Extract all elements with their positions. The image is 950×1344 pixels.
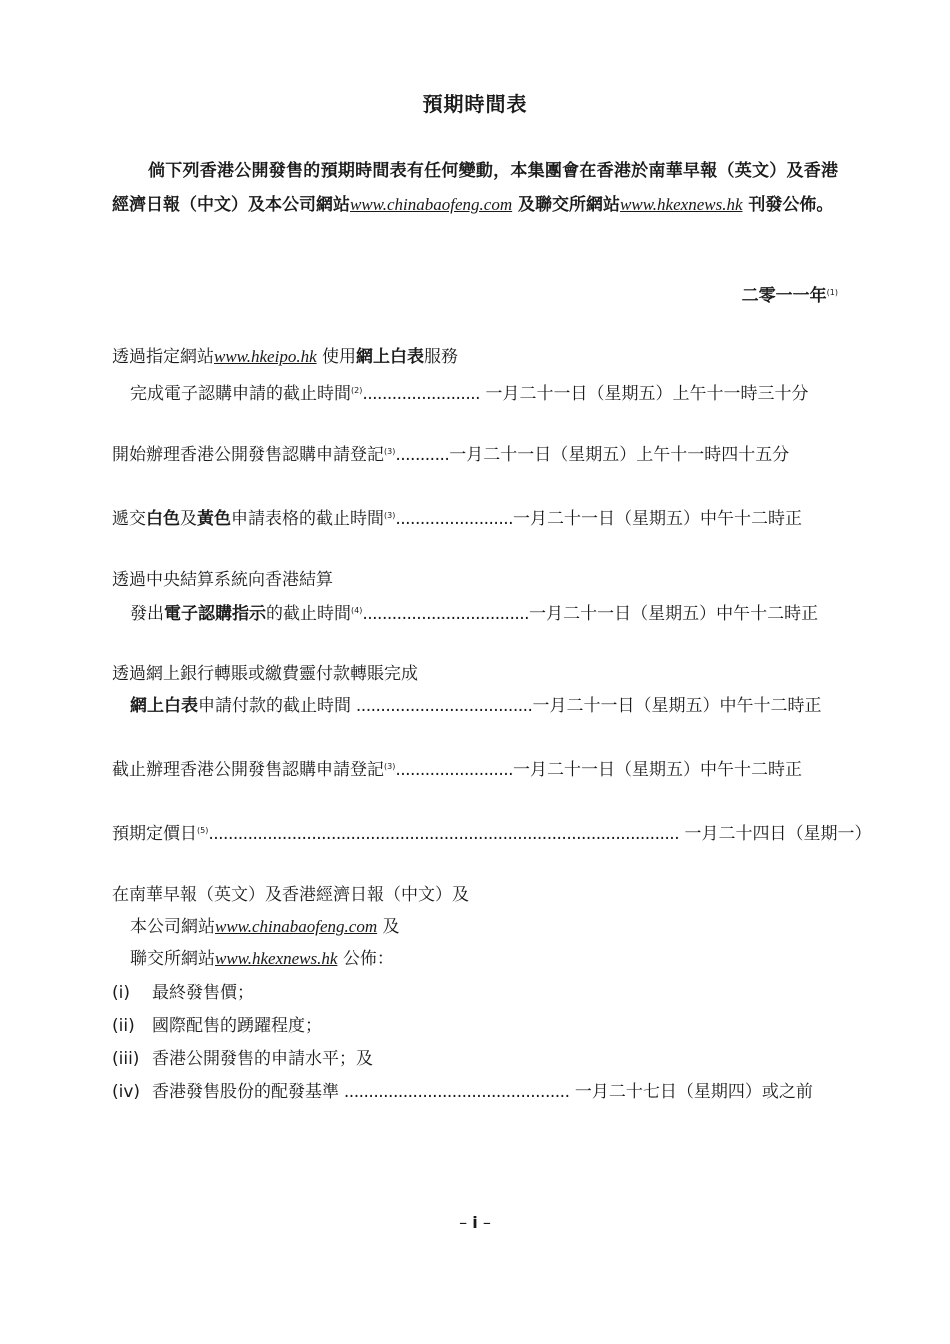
announce-hkex-link[interactable]: www.hkexnews.hk bbox=[215, 949, 338, 968]
ccass-time: 一月二十一日（星期五）中午十二時正 bbox=[529, 604, 819, 624]
announce-line-3: 聯交所網站www.hkexnews.hk 公佈： bbox=[130, 949, 394, 969]
close-lists-line: 截止辦理香港公開發售認購申請登記$^{(3)}$........................一月二十一日（星期五）中午十二時正 bbox=[112, 760, 803, 780]
open-lists-line: 開始辦理香港公開發售認購申請登記$^{(3)}$...........一月二十一日（星期五）上午十一時四十五分 bbox=[112, 445, 790, 465]
list-item: (iv) 香港發售股份的配發基準 .............................................. 一月二十七日（星期四）或之前 bbox=[112, 1082, 813, 1102]
announce-line-2: 本公司網站www.chinabaofeng.com 及 bbox=[130, 917, 400, 937]
ccass-line-1: 透過中央結算系統向香港結算 bbox=[112, 570, 333, 590]
ewhite-line-1: 透過指定網站www.hkeipo.hk 使用網上白表服務 bbox=[112, 347, 459, 367]
ccass-line-2: 發出電子認購指示的截止時間$^{(4)}$..................................一月二十一日（星期五）中午十二時正 bbox=[130, 604, 819, 624]
close-lists-time: 一月二十一日（星期五）中午十二時正 bbox=[513, 760, 803, 780]
list-item: (ii) 國際配售的踴躍程度； bbox=[112, 1016, 322, 1036]
price-date-time: 一月二十四日（星期一） bbox=[684, 824, 872, 844]
open-lists-time: 一月二十一日（星期五）上午十一時四十五分 bbox=[449, 445, 790, 465]
announce-line-1: 在南華早報（英文）及香港經濟日報（中文）及 bbox=[112, 885, 469, 905]
list-item: (i) 最終發售價； bbox=[112, 983, 254, 1003]
payment-line-1: 透過網上銀行轉賬或繳費靈付款轉賬完成 bbox=[112, 664, 418, 684]
intro-text-3: 刊發公佈。 bbox=[748, 195, 834, 215]
hkex-website-link[interactable]: www.hkexnews.hk bbox=[620, 195, 743, 214]
company-website-link[interactable]: www.chinabaofeng.com bbox=[350, 195, 513, 214]
page-title: 預期時間表 bbox=[422, 92, 528, 116]
payment-line-2: 網上白表申請付款的截止時間 ....................................一月二十一日（星期五）中午十二時正 bbox=[130, 696, 822, 716]
year-footnote-ref: (1) bbox=[826, 288, 838, 297]
allotment-time: 一月二十七日（星期四）或之前 bbox=[574, 1082, 813, 1102]
payment-time: 一月二十一日（星期五）中午十二時正 bbox=[532, 696, 822, 716]
white-yellow-time: 一月二十一日（星期五）中午十二時正 bbox=[513, 509, 803, 529]
ewhite-line-2: 完成電子認購申請的截止時間$^{(2)}$........................ 一月二十一日（星期五）上午十一時三十分 bbox=[130, 384, 809, 404]
intro-paragraph bbox=[112, 154, 838, 222]
announce-company-link[interactable]: www.chinabaofeng.com bbox=[215, 917, 378, 936]
ewhite-time: 一月二十一日（星期五）上午十一時三十分 bbox=[485, 384, 809, 404]
list-item: (iii) 香港公開發售的申請水平；及 bbox=[112, 1049, 373, 1069]
hkeipo-link[interactable]: www.hkeipo.hk bbox=[214, 347, 317, 366]
white-yellow-line: 遞交白色及黃色申請表格的截止時間$^{(3)}$........................一月二十一日（星期五）中午十二時正 bbox=[112, 509, 803, 529]
price-date-line: 預期定價日$^{(5)}$................................................................................................ 一月二十四日（星期一） bbox=[112, 824, 872, 844]
intro-text-2: 及聯交所網站 bbox=[518, 195, 621, 215]
intro-text-1: 倘下列香港公開發售的預期時間表有任何變動，本集團會在香港於南華早報（英文）及香港經濟日報（中文）及本公司網站 bbox=[112, 161, 838, 215]
page-number: – i – bbox=[459, 1213, 491, 1232]
year-heading: 二零一一年$^{(1)}$ bbox=[741, 286, 838, 306]
